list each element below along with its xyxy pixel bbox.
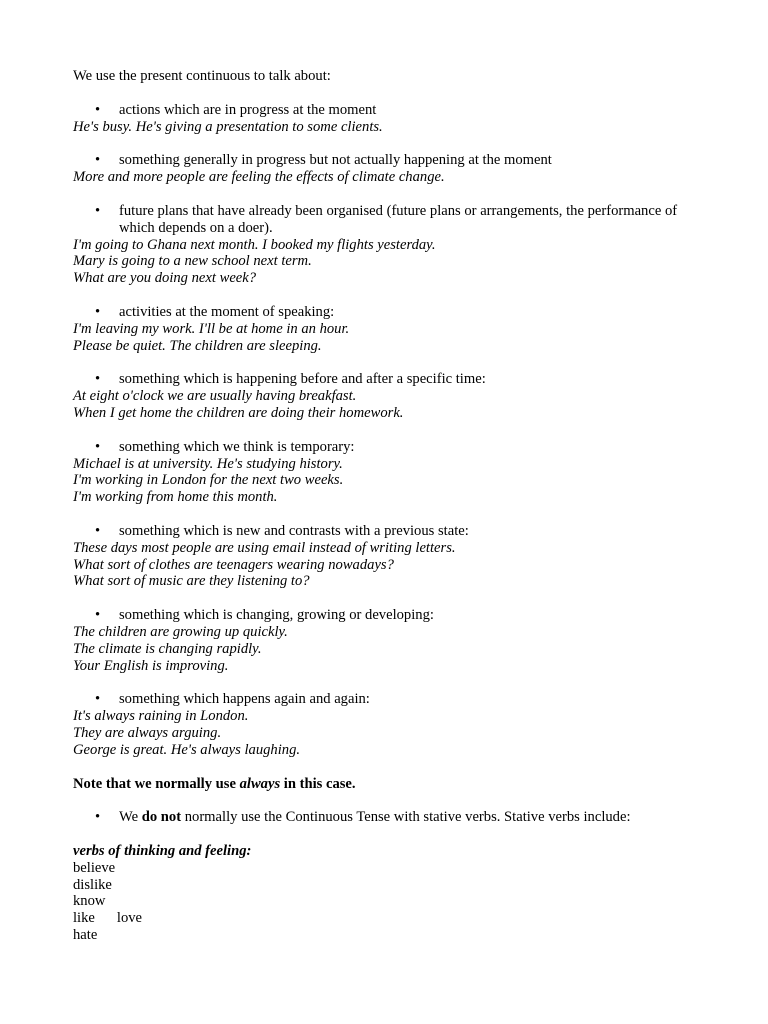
verb-row: [73, 893, 693, 910]
example-sentence: I'm working in London for the next two weeks.: [73, 472, 344, 489]
note-paragraph: [73, 776, 693, 793]
bullet-text: something which happens again and again:: [119, 691, 370, 708]
stative-bold-text: do not: [141, 809, 182, 826]
verb-item: know: [73, 893, 106, 910]
example-sentence: The climate is changing rapidly.: [73, 640, 262, 657]
example-sentence: He's busy. He's giving a presentation to some clients.: [73, 118, 383, 135]
bullet-point-icon: •: [95, 607, 101, 624]
usage-section: [73, 607, 693, 674]
example-sentence: They are always arguing.: [73, 724, 222, 741]
usage-section: [73, 523, 693, 590]
example-sentence: What sort of clothes are teenagers wearing nowadays?: [73, 556, 394, 573]
verb-row: [73, 877, 693, 894]
bullet-item: [73, 439, 693, 456]
bullet-text: activities at the moment of speaking:: [119, 303, 335, 320]
bullet-point-icon: •: [95, 691, 101, 708]
example-sentence: Mary is going to a new school next term.: [73, 253, 312, 270]
example-sentence: What sort of music are they listening to?: [73, 573, 310, 590]
bullet-item: [73, 203, 693, 237]
bullet-item: [73, 523, 693, 540]
usage-section: [73, 102, 693, 136]
bullet-item: [73, 371, 693, 388]
bullet-point-icon: •: [95, 101, 101, 118]
usage-section: [73, 304, 693, 354]
usage-section: [73, 691, 693, 758]
intro-paragraph: We use the present continuous to talk about:: [73, 68, 331, 84]
example-sentence: It's always raining in London.: [73, 708, 249, 725]
bullet-point-icon: •: [95, 438, 101, 455]
verb-item: dislike: [73, 876, 112, 893]
note-text-before: Note that we normally use: [73, 775, 240, 792]
usage-section: [73, 152, 693, 186]
verbs-heading: verbs of thinking and feeling:: [73, 843, 252, 860]
usage-section: [73, 371, 693, 421]
usage-section: [73, 439, 693, 506]
example-sentence: George is great. He's always laughing.: [73, 741, 301, 758]
bullet-text: something which is happening before and after a specific time:: [119, 371, 486, 388]
bullet-text: something which is changing, growing or developing:: [119, 607, 434, 624]
bullet-text: something which is new and contrasts with a previous state:: [119, 522, 469, 539]
example-sentence: Michael is at university. He's studying history.: [73, 455, 343, 472]
bullet-item: [73, 607, 693, 624]
bullet-point-icon: •: [95, 371, 101, 388]
example-sentence: I'm going to Ghana next month. I booked my flights yesterday.: [73, 236, 436, 253]
bullet-item: [73, 102, 693, 119]
bullet-point-icon: •: [95, 152, 101, 169]
bullet-item: [73, 691, 693, 708]
bullet-item: [73, 152, 693, 169]
example-sentence: Please be quiet. The children are sleeping.: [73, 337, 322, 354]
bullet-point-icon: •: [95, 809, 101, 826]
stative-text-before: We: [119, 809, 142, 826]
bullet-item: [73, 304, 693, 321]
bullet-text: something generally in progress but not actually happening at the moment: [119, 152, 552, 169]
document-body: [73, 68, 693, 944]
verb-item: hate: [73, 927, 98, 944]
verb-item: like: [73, 910, 95, 927]
example-sentence: More and more people are feeling the effects of climate change.: [73, 169, 445, 186]
example-sentence: These days most people are using email instead of writing letters.: [73, 539, 456, 556]
bullet-text: future plans that have already been organised (future plans or arrangements, the performance of which depends on a doer).: [119, 202, 678, 236]
stative-text-after: normally use the Continuous Tense with stative verbs. Stative verbs include:: [181, 809, 631, 826]
verb-row: [73, 927, 693, 944]
verb-item: love: [116, 910, 143, 927]
example-sentence: At eight o'clock we are usually having breakfast.: [73, 388, 357, 405]
bullet-point-icon: •: [95, 202, 101, 219]
example-sentence: Your English is improving.: [73, 657, 229, 674]
stative-bullet-section: [73, 809, 693, 826]
example-sentence: I'm working from home this month.: [73, 489, 278, 506]
example-sentence: I'm leaving my work. I'll be at home in an hour.: [73, 320, 350, 337]
verb-row: [73, 910, 693, 927]
example-sentence: When I get home the children are doing their homework.: [73, 404, 404, 421]
usage-sections: [73, 102, 693, 759]
usage-section: [73, 203, 693, 287]
bullet-point-icon: •: [95, 303, 101, 320]
note-text-after: in this case.: [280, 775, 356, 792]
example-sentence: The children are growing up quickly.: [73, 623, 288, 640]
bullet-text: actions which are in progress at the moment: [119, 101, 377, 118]
verbs-list: [73, 860, 693, 944]
bullet-point-icon: •: [95, 522, 101, 539]
note-emphasis: always: [239, 775, 281, 792]
verb-row: [73, 860, 693, 877]
example-sentence: What are you doing next week?: [73, 270, 257, 287]
bullet-text: something which we think is temporary:: [119, 438, 355, 455]
verb-item: believe: [73, 859, 116, 876]
stative-bullet: [73, 809, 693, 826]
